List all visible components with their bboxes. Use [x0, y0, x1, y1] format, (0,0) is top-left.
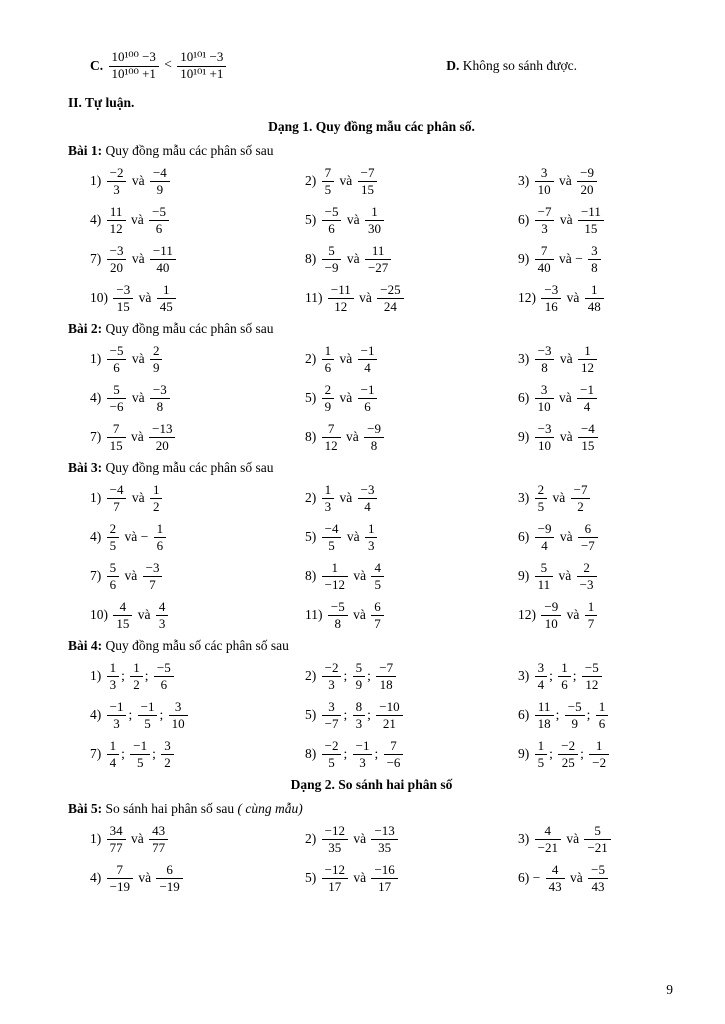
- fraction-item: 10) $\frac{4}{15}$ và $\frac{4}{3}$: [90, 595, 305, 634]
- fraction: $\frac{7}{12}$: [322, 422, 341, 453]
- fraction: $\frac{3}{8}$: [588, 244, 601, 275]
- fraction: $\frac{7}{-19}$: [107, 863, 133, 894]
- fraction-item: 9) $\frac{5}{11}$ và $\frac{2}{-3}$: [518, 556, 675, 595]
- fraction-item: 1) $\frac{-2}{3}$ và $\frac{-4}{9}$: [90, 161, 305, 200]
- fraction: $\frac{8}{3}$: [353, 700, 366, 731]
- fraction: $\frac{-2}{3}$: [107, 166, 127, 197]
- fraction-item: 6) $\frac{3}{10}$ và $\frac{-1}{4}$: [518, 378, 675, 417]
- fraction: $\frac{1}{30}$: [365, 205, 384, 236]
- fraction: $\frac{4}{5}$: [371, 561, 384, 592]
- fraction: $\frac{1}{7}$: [585, 600, 598, 631]
- exercise-items-grid: [68, 478, 675, 634]
- fraction: $\frac{1}{3}$: [322, 483, 335, 514]
- fraction: $\frac{-2}{5}$: [322, 739, 342, 770]
- fraction-item: 1) $\frac{34}{77}$ và $\frac{43}{77}$: [90, 819, 305, 858]
- fraction: $\frac{-7}{2}$: [571, 483, 591, 514]
- fraction: $\frac{1}{6}$: [154, 522, 167, 553]
- exercise-prompt: Quy đồng mẫu các phân số sau: [105, 143, 274, 158]
- fraction: $\frac{1}{6}$: [596, 700, 609, 731]
- fraction: $\frac{-7}{15}$: [358, 166, 378, 197]
- fraction: $\frac{-9}{20}$: [577, 166, 597, 197]
- fraction: $\frac{6}{-7}$: [578, 522, 598, 553]
- fraction: $\frac{-5}{6}$: [322, 205, 342, 236]
- exercise-prompt: Quy đồng mẫu các phân số sau: [105, 321, 274, 336]
- fraction: $\frac{1}{4}$: [107, 739, 120, 770]
- fraction-item: 2) $\frac{1}{3}$ và $\frac{-3}{4}$: [305, 478, 518, 517]
- exercise-items-grid: [68, 819, 675, 897]
- fraction-item: 9) $\frac{7}{40}$ và − $\frac{3}{8}$: [518, 239, 675, 278]
- fraction-item: 8) $\frac{7}{12}$ và $\frac{-9}{8}$: [305, 417, 518, 456]
- fraction-item: 6) $\frac{-9}{4}$ và $\frac{6}{-7}$: [518, 517, 675, 556]
- fraction-item: 6) − $\frac{4}{43}$ và $\frac{-5}{43}$: [518, 858, 675, 897]
- exercise-header: [68, 635, 675, 656]
- fraction-item: 11) $\frac{-5}{8}$ và $\frac{6}{7}$: [305, 595, 518, 634]
- fraction-item: 8) $\frac{1}{-12}$ và $\frac{4}{5}$: [305, 556, 518, 595]
- fraction-item: 4) $\frac{5}{-6}$ và $\frac{-3}{8}$: [90, 378, 305, 417]
- section-heading: Dạng 2. So sánh hai phân số: [290, 777, 453, 792]
- fraction: $\frac{-1}{6}$: [358, 383, 378, 414]
- fraction: $\frac{7}{40}$: [535, 244, 554, 275]
- fraction-item: 8) $\frac{5}{-9}$ và $\frac{11}{-27}$: [305, 239, 518, 278]
- exercise-items-grid: [68, 339, 675, 456]
- exercise-header: [68, 140, 675, 161]
- fraction: $\frac{3}{10}$: [169, 700, 188, 731]
- fraction-item: 4) $\frac{2}{5}$ và − $\frac{1}{6}$: [90, 517, 305, 556]
- fraction: $\frac{-12}{17}$: [322, 863, 348, 894]
- fraction: $\frac{4}{-21}$: [535, 824, 561, 855]
- fraction: $\frac{-11}{12}$: [328, 283, 354, 314]
- exercise-items-grid: [68, 656, 675, 773]
- fraction: $\frac{-16}{17}$: [371, 863, 397, 894]
- fraction: $\frac{3}{10}$: [535, 166, 554, 197]
- fraction: $\frac{-5}{43}$: [588, 863, 608, 894]
- fraction-item: 8) $\frac{-2}{5}$ ; $\frac{-1}{3}$ ; $\frac{7}{-6}$: [305, 734, 518, 773]
- fraction: $\frac{-5}{6}$: [149, 205, 169, 236]
- fraction: $\frac{11}{12}$: [107, 205, 126, 236]
- fraction-item: 5) $\frac{-12}{17}$ và $\frac{-16}{17}$: [305, 858, 518, 897]
- fraction-item: 3) $\frac{-3}{8}$ và $\frac{1}{12}$: [518, 339, 675, 378]
- fraction: $\frac{7}{-6}$: [384, 739, 404, 770]
- option-c-label: C.: [90, 58, 104, 73]
- content-blocks: [68, 116, 675, 897]
- fraction: $\frac{-2}{3}$: [322, 661, 342, 692]
- fraction: $\frac{-4}{5}$: [322, 522, 342, 553]
- fraction-item: 2) $\frac{-12}{35}$ và $\frac{-13}{35}$: [305, 819, 518, 858]
- fraction: $\frac{11}{18}$: [535, 700, 554, 731]
- fraction: $\frac{4}{3}$: [156, 600, 169, 631]
- fraction: $\frac{3}{4}$: [535, 661, 548, 692]
- exercise-label: Bài 2:: [68, 321, 106, 336]
- fraction: $\frac{-1}{3}$: [353, 739, 373, 770]
- fraction: $\frac{-4}{9}$: [150, 166, 170, 197]
- fraction: $\frac{-10}{21}$: [376, 700, 402, 731]
- fraction: $\frac{-9}{4}$: [535, 522, 555, 553]
- fraction-item: 2) $\frac{1}{6}$ và $\frac{-1}{4}$: [305, 339, 518, 378]
- fraction-item: 12) $\frac{-3}{16}$ và $\frac{1}{48}$: [518, 278, 675, 317]
- fraction: $\frac{-1}{5}$: [138, 700, 158, 731]
- fraction: $\frac{-4}{15}$: [578, 422, 598, 453]
- fraction-item: 5) $\frac{3}{-7}$ ; $\frac{8}{3}$ ; $\frac{-10}{21}$: [305, 695, 518, 734]
- fraction: $\frac{-4}{7}$: [107, 483, 127, 514]
- fraction: $\frac{1}{3}$: [365, 522, 378, 553]
- fraction: $\frac{7}{15}$: [107, 422, 126, 453]
- fraction: $\frac{5}{9}$: [353, 661, 366, 692]
- fraction: $\frac{2}{9}$: [150, 344, 163, 375]
- fraction: $\frac{\text{10¹⁰¹ −3}}{\text{10¹⁰¹ +1}}$: [177, 50, 226, 81]
- fraction: $\frac{11}{-27}$: [365, 244, 391, 275]
- fraction-item: 7) $\frac{1}{4}$ ; $\frac{-1}{5}$ ; $\frac{3}{2}$: [90, 734, 305, 773]
- fraction: $\frac{-1}{4}$: [577, 383, 597, 414]
- exercise-label: Bài 4:: [68, 638, 106, 653]
- fraction: $\frac{-12}{35}$: [322, 824, 348, 855]
- fraction: $\frac{-3}{7}$: [143, 561, 163, 592]
- fraction-item: 11) $\frac{-11}{12}$ và $\frac{-25}{24}$: [305, 278, 518, 317]
- fraction: $\frac{-3}{20}$: [107, 244, 127, 275]
- fraction: $\frac{1}{48}$: [585, 283, 604, 314]
- option-c: [90, 50, 228, 81]
- fraction: $\frac{5}{-21}$: [584, 824, 610, 855]
- fraction: $\frac{1}{6}$: [558, 661, 571, 692]
- fraction: $\frac{-7}{18}$: [376, 661, 396, 692]
- exercise-block: [68, 457, 675, 634]
- fraction-item: 5) $\frac{2}{9}$ và $\frac{-1}{6}$: [305, 378, 518, 417]
- fraction: $\frac{-1}{3}$: [107, 700, 127, 731]
- fraction: $\frac{5}{-6}$: [107, 383, 127, 414]
- fraction-item: 3) $\frac{3}{4}$ ; $\frac{1}{6}$ ; $\frac{-5}{12}$: [518, 656, 675, 695]
- fraction-item: 7) $\frac{-3}{20}$ và $\frac{-11}{40}$: [90, 239, 305, 278]
- fraction: $\frac{-25}{24}$: [377, 283, 403, 314]
- fraction-item: 1) $\frac{-5}{6}$ và $\frac{2}{9}$: [90, 339, 305, 378]
- fraction-item: 5) $\frac{-4}{5}$ và $\frac{1}{3}$: [305, 517, 518, 556]
- exercise-prompt: Quy đồng mẫu các phân số sau: [105, 460, 274, 475]
- fraction: $\frac{-5}{8}$: [328, 600, 348, 631]
- fraction: $\frac{5}{6}$: [107, 561, 120, 592]
- option-d-label: D.: [446, 58, 460, 73]
- fraction: $\frac{3}{10}$: [535, 383, 554, 414]
- fraction: $\frac{-11}{15}$: [578, 205, 604, 236]
- fraction: $\frac{2}{5}$: [107, 522, 120, 553]
- fraction-item: 2) $\frac{7}{5}$ và $\frac{-7}{15}$: [305, 161, 518, 200]
- fraction: $\frac{7}{5}$: [322, 166, 335, 197]
- answer-options-row: [68, 46, 675, 86]
- fraction: $\frac{-1}{5}$: [130, 739, 150, 770]
- fraction: $\frac{3}{-7}$: [322, 700, 342, 731]
- fraction: $\frac{1}{12}$: [578, 344, 597, 375]
- fraction: $\frac{2}{5}$: [535, 483, 548, 514]
- exercise-prompt: So sánh hai phân số sau: [105, 801, 235, 816]
- fraction-item: 7) $\frac{7}{15}$ và $\frac{-13}{20}$: [90, 417, 305, 456]
- fraction: $\frac{1}{-12}$: [322, 561, 348, 592]
- fraction: $\frac{2}{9}$: [322, 383, 335, 414]
- fraction: $\frac{4}{15}$: [113, 600, 132, 631]
- fraction-item: 2) $\frac{-2}{3}$ ; $\frac{5}{9}$ ; $\frac{-7}{18}$: [305, 656, 518, 695]
- exercise-label: Bài 5:: [68, 801, 106, 816]
- fraction: $\frac{1}{-2}$: [589, 739, 609, 770]
- fraction: $\frac{1}{5}$: [535, 739, 548, 770]
- exercise-block: [68, 635, 675, 773]
- fraction: $\frac{\text{10¹⁰⁰ −3}}{\text{10¹⁰⁰ +1}}$: [109, 50, 159, 81]
- fraction-item: 4) $\frac{-1}{3}$ ; $\frac{-1}{5}$ ; $\frac{3}{10}$: [90, 695, 305, 734]
- fraction: $\frac{-9}{8}$: [364, 422, 384, 453]
- fraction: $\frac{1}{2}$: [130, 661, 143, 692]
- fraction-item: 5) $\frac{-5}{6}$ và $\frac{1}{30}$: [305, 200, 518, 239]
- fraction: $\frac{-11}{40}$: [150, 244, 176, 275]
- fraction: $\frac{1}{6}$: [322, 344, 335, 375]
- fraction: $\frac{6}{-19}$: [156, 863, 182, 894]
- fraction: $\frac{1}{2}$: [150, 483, 163, 514]
- fraction: $\frac{-5}{9}$: [565, 700, 585, 731]
- fraction-item: 6) $\frac{11}{18}$ ; $\frac{-5}{9}$ ; $\frac{1}{6}$: [518, 695, 675, 734]
- exercise-header: [68, 798, 675, 819]
- fraction: $\frac{-5}{12}$: [582, 661, 602, 692]
- fraction: $\frac{34}{77}$: [107, 824, 126, 855]
- section-heading: Dạng 1. Quy đồng mẫu các phân số.: [268, 119, 475, 134]
- fraction: $\frac{-13}{20}$: [149, 422, 175, 453]
- option-d-text: Không so sánh được.: [462, 58, 577, 73]
- fraction-item: 9) $\frac{-3}{10}$ và $\frac{-4}{15}$: [518, 417, 675, 456]
- fraction: $\frac{-13}{35}$: [371, 824, 397, 855]
- fraction: $\frac{-7}{3}$: [535, 205, 555, 236]
- option-d: [446, 58, 577, 74]
- fraction: $\frac{-3}{16}$: [541, 283, 561, 314]
- exercise-block: [68, 318, 675, 456]
- fraction-item: 4) $\frac{7}{-19}$ và $\frac{6}{-19}$: [90, 858, 305, 897]
- fraction: $\frac{6}{7}$: [371, 600, 384, 631]
- fraction: $\frac{-3}{10}$: [535, 422, 555, 453]
- fraction: $\frac{4}{43}$: [546, 863, 565, 894]
- fraction: $\frac{43}{77}$: [149, 824, 168, 855]
- exercise-note: ( cùng mẫu): [234, 801, 303, 816]
- section-2-heading: II. Tự luận.: [68, 95, 135, 110]
- fraction-item: 9) $\frac{1}{5}$ ; $\frac{-2}{25}$ ; $\frac{1}{-2}$: [518, 734, 675, 773]
- fraction: $\frac{5}{11}$: [535, 561, 554, 592]
- fraction: $\frac{1}{3}$: [107, 661, 120, 692]
- fraction: $\frac{1}{45}$: [157, 283, 176, 314]
- fraction: $\frac{-1}{4}$: [358, 344, 378, 375]
- exercise-prompt: Quy đồng mẫu số các phân số sau: [105, 638, 289, 653]
- fraction: $\frac{2}{-3}$: [577, 561, 597, 592]
- fraction: $\frac{-5}{6}$: [154, 661, 174, 692]
- fraction: $\frac{5}{-9}$: [322, 244, 342, 275]
- exercise-block: [68, 140, 675, 317]
- exercise-header: [68, 318, 675, 339]
- fraction-item: 3) $\frac{3}{10}$ và $\frac{-9}{20}$: [518, 161, 675, 200]
- fraction-item: 1) $\frac{-4}{7}$ và $\frac{1}{2}$: [90, 478, 305, 517]
- fraction: $\frac{-2}{25}$: [558, 739, 578, 770]
- fraction: $\frac{-3}{8}$: [150, 383, 170, 414]
- fraction-item: 3) $\frac{2}{5}$ và $\frac{-7}{2}$: [518, 478, 675, 517]
- fraction: $\frac{-3}{4}$: [358, 483, 378, 514]
- fraction-item: 3) $\frac{4}{-21}$ và $\frac{5}{-21}$: [518, 819, 675, 858]
- fraction-item: 7) $\frac{5}{6}$ và $\frac{-3}{7}$: [90, 556, 305, 595]
- fraction-item: 4) $\frac{11}{12}$ và $\frac{-5}{6}$: [90, 200, 305, 239]
- exercise-header: [68, 457, 675, 478]
- option-c-expression: $\frac{\text{10¹⁰⁰ −3}}{\text{10¹⁰⁰ +1}}$ < $\frac{\text{10¹⁰¹ −3}}{\text{10¹⁰¹ +1}}$: [107, 50, 229, 81]
- exercise-items-grid: [68, 161, 675, 317]
- fraction: $\frac{-9}{10}$: [541, 600, 561, 631]
- fraction: $\frac{-5}{6}$: [107, 344, 127, 375]
- fraction-item: 6) $\frac{-7}{3}$ và $\frac{-11}{15}$: [518, 200, 675, 239]
- fraction: $\frac{-3}{15}$: [113, 283, 133, 314]
- fraction: $\frac{-3}{8}$: [535, 344, 555, 375]
- fraction-item: 1) $\frac{1}{3}$ ; $\frac{1}{2}$ ; $\frac{-5}{6}$: [90, 656, 305, 695]
- fraction: $\frac{3}{2}$: [161, 739, 174, 770]
- fraction-item: 12) $\frac{-9}{10}$ và $\frac{1}{7}$: [518, 595, 675, 634]
- exercise-label: Bài 1:: [68, 143, 106, 158]
- page-number: 9: [666, 982, 673, 997]
- exercise-label: Bài 3:: [68, 460, 106, 475]
- exercise-block: [68, 798, 675, 897]
- fraction-item: 10) $\frac{-3}{15}$ và $\frac{1}{45}$: [90, 278, 305, 317]
